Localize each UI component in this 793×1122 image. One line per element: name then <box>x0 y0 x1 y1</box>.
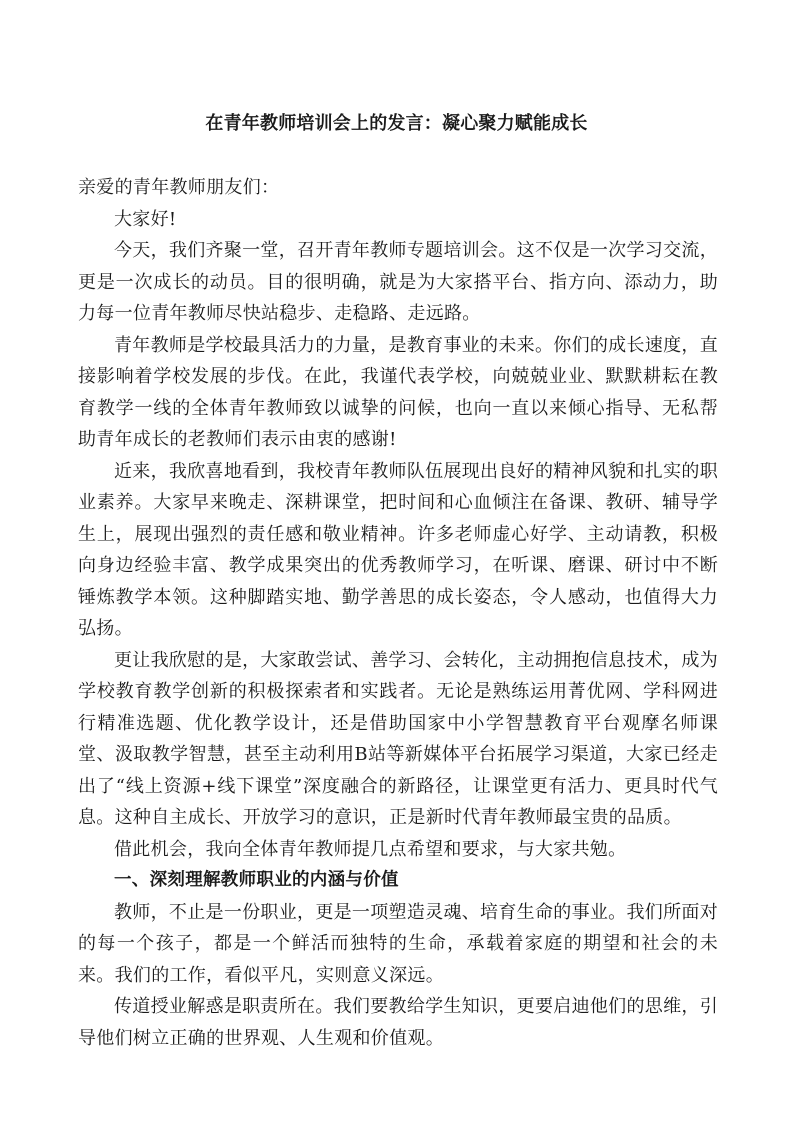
document-body <box>78 172 718 1054</box>
paragraph: 教师，不止是一份职业，更是一项塑造灵魂、培育生命的事业。我们所面对的每一个孩子，都是一个鲜活而独特的生命，承载着家庭的期望和社会的未来。我们的工作，看似平凡，实则意义深远。 <box>78 901 718 986</box>
paragraph: 青年教师是学校最具活力的力量，是教育事业的未来。你们的成长速度，直接影响着学校发展的步伐。在此，我谨代表学校，向兢兢业业、默默耕耘在教育教学一线的全体青年教师致以诚挚的问候，也向一直以来倾心指导、无私帮助青年成长的老教师们表示由衷的感谢! <box>78 334 718 450</box>
salutation: 亲爱的青年教师朋友们： <box>78 177 280 198</box>
greeting: 大家好! <box>114 208 177 230</box>
section-heading: 一、深刻理解教师职业的内涵与价值 <box>114 870 399 890</box>
paragraph: 借此机会，我向全体青年教师提几点希望和要求，与大家共勉。 <box>114 838 627 860</box>
paragraph: 近来，我欣喜地看到，我校青年教师队伍展现出良好的精神风貌和扎实的职业素养。大家早来晚走、深耕课堂，把时间和心血倾注在备课、教研、辅导学生上，展现出强烈的责任感和敬业精神。许多老师虚心好学、主动请教，积极向身边经验丰富、教学成果突出的优秀教师学习，在听课、磨课、研讨中不断锤炼教学本领。这种脚踏实地、勤学善思的成长姿态，令人感动，也值得大力弘扬。 <box>78 460 718 639</box>
paragraph: 今天，我们齐聚一堂，召开青年教师专题培训会。这不仅是一次学习交流，更是一次成长的动员。目的很明确，就是为大家搭平台、指方向、添动力，助力每一位青年教师尽快站稳步、走稳路、走远路。 <box>78 240 718 324</box>
document-title: 在青年教师培训会上的发言：凝心聚力赋能成长 <box>205 113 588 134</box>
paragraph: 更让我欣慰的是，大家敢尝试、善学习、会转化，主动拥抱信息技术，成为学校教育教学创新的积极探索者和实践者。无论是熟练运用菁优网、学科网进行精准选题、优化教学设计，还是借助国家中小学智慧教育平台观摩名师课堂、汲取教学智慧，甚至主动利用B站等新媒体平台拓展学习渠道，大家已经走出了“线上资源+线下课堂”深度融合的新路径，让课堂更有活力、更具时代气息。这种自主成长、开放学习的意识，正是新时代青年教师最宝贵的品质。 <box>78 649 718 828</box>
paragraph: 传道授业解惑是职责所在。我们要教给学生知识，更要启迪他们的思维，引导他们树立正确的世界观、人生观和价值观。 <box>78 996 718 1049</box>
